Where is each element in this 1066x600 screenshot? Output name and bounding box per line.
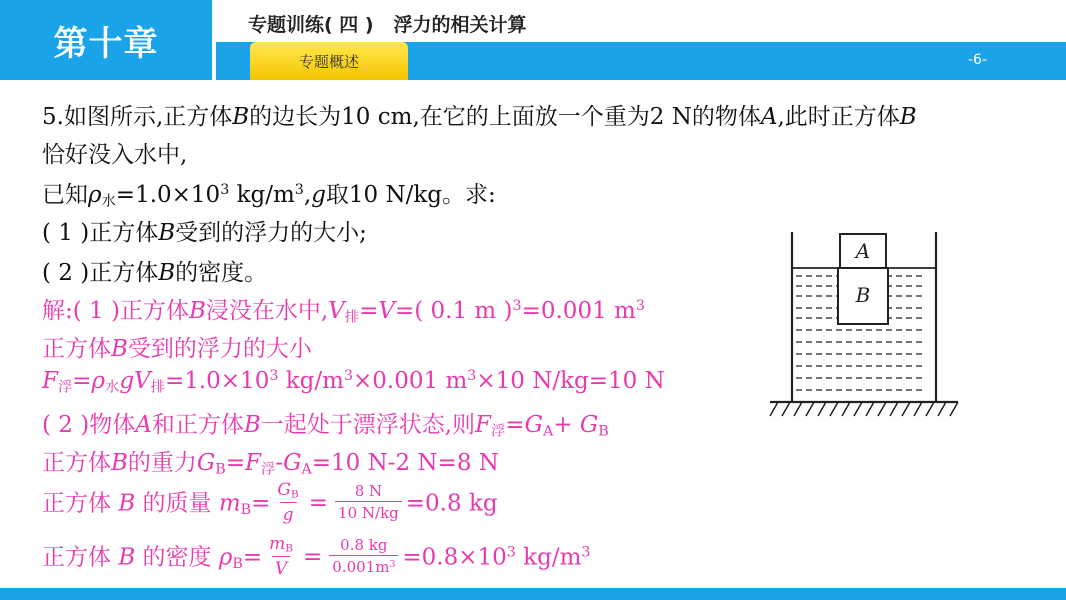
answer-line-1: 解:( 1 )正方体B浸没在水中$,V_排=V=$( 0.1 m )$^3$=0.001 $m^3$ [42,298,645,326]
tab-topic-overview[interactable]: 专题概述 [250,42,408,80]
answer-line-6: 正方体 B 的质量 $m_B=$ $\frac{G_B}{g}$ = $\frac{8 N}{10 N/kg}$ =0.8 kg [42,480,498,525]
question-part-1: ( 1 )正方体B受到的浮力的大小; [42,220,367,246]
fraction-mass-symbolic: $\frac{G_B}{g}$ [277,480,299,525]
fraction-density-numeric: $\frac{0.8 kg}{0.001m^3}$ [329,536,398,576]
chapter-label: 第十章 [0,0,212,80]
label-b: B [855,283,871,307]
question-line-2: 恰好没入水中, [42,142,188,168]
question-line-3: 已知$\rho_水=1.0\times 10^3$ $kg/m^3,g$取10 N/kg。求: [42,182,496,210]
answer-line-2: 正方体B受到的浮力的大小 [42,336,312,362]
answer-line-3: $F_浮=\rho_水gV_排=1.0\times 10^3$ $kg/m^3\times 0.001$ $m^3\times 10$ N/kg=10 N [42,368,665,396]
question-line-1: 5.如图所示,正方体B的边长为10 cm,在它的上面放一个重为2 N的物体A,此时正方体B [42,104,917,130]
answer-line-4: ( 2 )物体A和正方体B一起处于漂浮状态,则$F_浮=G_A+ G_B$ [42,412,609,440]
fraction-density-symbolic: $\frac{m_B}{V}$ [269,534,294,579]
page-number: -6- [968,52,988,68]
question-part-2: ( 2 )正方体B的密度。 [42,260,268,286]
slide-title: 专题训练( 四 ) 浮力的相关计算 [248,14,527,36]
answer-line-5: 正方体B的重力$G_B=F_浮-G_A=10$ N-2 N=8 N [42,450,499,478]
container-diagram [766,230,962,426]
footer-bar [0,588,1066,600]
label-a: A [855,239,871,263]
ground-hatch [770,402,958,416]
answer-line-7: 正方体 B 的密度 $\rho_B=$ $\frac{m_B}{V}$ = $\frac{0.8 kg}{0.001m^3}$ $=0.8\times 10^3$ $kg/m^3$ [42,534,591,579]
fraction-mass-numeric: $\frac{8 N}{10 N/kg}$ [335,482,402,522]
